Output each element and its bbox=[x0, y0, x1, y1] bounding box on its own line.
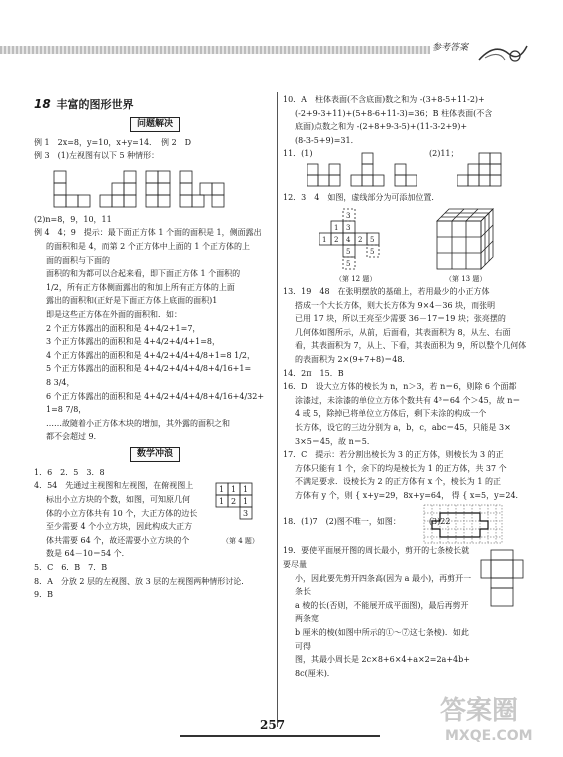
subheading-math-label: 数学冲浪 bbox=[130, 447, 180, 462]
figure-question-4 bbox=[212, 479, 272, 535]
section-number: 18 bbox=[34, 97, 51, 111]
answer-4-block bbox=[34, 479, 276, 561]
svg-text:1: 1 bbox=[219, 497, 225, 507]
watermark-url: MXQE.COM bbox=[445, 728, 533, 744]
figure-11-part2 bbox=[457, 149, 527, 189]
answer-line: 14．2π 15．B bbox=[283, 368, 344, 378]
subheading-problem bbox=[34, 117, 276, 132]
figure-question-12 bbox=[319, 207, 403, 273]
answer-line: 11．(1) bbox=[283, 149, 313, 159]
svg-text:1: 1 bbox=[322, 235, 327, 244]
svg-text:5: 5 bbox=[346, 259, 351, 268]
figure-question-13 bbox=[435, 205, 497, 271]
answer-line: 5．C 6．B 7．B bbox=[34, 563, 108, 573]
figure-12-caption: （第 12 题） bbox=[335, 274, 377, 283]
answer-line: 1=8 7/8， bbox=[46, 405, 87, 415]
svg-text:1: 1 bbox=[231, 485, 237, 495]
header-band bbox=[0, 46, 430, 54]
answer-line: ……故随着小正方体木块的增加，其外露的面积之和 bbox=[46, 418, 230, 428]
answer-line: 9．B bbox=[34, 590, 53, 600]
answer-19-block bbox=[283, 544, 529, 680]
answer-line: 8c(厘米)． bbox=[295, 668, 335, 678]
answer-line: 看，其表面积为 7，从上、下看，其表面积为 9，所以整个几何体 bbox=[295, 341, 527, 351]
answer-line: 3 个正方体露出的面积和是 4+4/2+4/4+1=8， bbox=[46, 337, 221, 347]
answer-line: b 厘米的棱(如图中所示的①～⑦这七条棱)．如此可得 bbox=[295, 628, 469, 651]
answer-line: 6 个正方体露出的面积和是 4+4/2+4/4+4/8+4/16+4/32+ bbox=[46, 391, 265, 401]
answer-line: (2)n=8，9，10，11 bbox=[34, 214, 112, 224]
answer-line: 底面)点数之和为 -(2+8+9-3-5)+(11-3-2+9)+ bbox=[295, 122, 468, 132]
watermark-logo: 答案圈 bbox=[440, 696, 519, 726]
answer-line: a 棱的长(否则，不能展开成平面图)，最后再剪开两条宽 bbox=[295, 600, 469, 624]
right-column bbox=[283, 93, 529, 680]
answer-line: 3×5＝45，故 n＝5． bbox=[295, 436, 375, 446]
svg-text:2: 2 bbox=[334, 235, 339, 244]
svg-text:1: 1 bbox=[243, 497, 249, 507]
answer-line: 16．D 设大立方体的棱长为 n，n＞3，若 n＝6，则除 6 个面都 bbox=[283, 382, 517, 392]
answer-line: 面积的和为都可以合起来看，即下面正方体 1 个面积的 bbox=[46, 269, 241, 279]
answer-line: 4．54 先通过主视图和左视图，在俯视图上 bbox=[34, 481, 194, 491]
svg-text:5: 5 bbox=[346, 247, 351, 256]
answer-line: 8 3/4， bbox=[46, 377, 75, 387]
answer-line: 体的小立方体共有 10 个，大正方体的边长 bbox=[46, 508, 198, 518]
answer-line: 不满足要求．设棱长为 2 的正方体有 x 个，棱长为 1 的正 bbox=[295, 477, 501, 487]
header-label: 参考答案 bbox=[432, 43, 469, 53]
answer-line: 2 个正方体露出的面积和是 4+4/2+1=7， bbox=[46, 323, 201, 333]
answer-line: 例 3 (1)左视图有以下 5 种情形： bbox=[34, 151, 160, 161]
answer-line: 面的面积与下面的 bbox=[46, 255, 110, 265]
answer-line: 19．要使平面展开图的周长最小，剪开的七条棱长就要尽量 bbox=[283, 546, 470, 570]
answer-line: 4 个正方体露出的面积和是 4+4/2+4/4+4/8+1=8 1/2， bbox=[46, 350, 256, 360]
figure-question-18 bbox=[423, 504, 503, 544]
section-title-text: 丰富的图形世界 bbox=[56, 98, 134, 111]
answer-line: 8．A 分放 2 层的左视图、放 3 层的左视图两种情形讨论． bbox=[34, 576, 250, 586]
subheading-problem-label: 问题解决 bbox=[130, 117, 180, 132]
answer-line: 方体只能有 1 个，余下的均是棱长为 1 的正方体，共 37 个 bbox=[295, 463, 507, 473]
svg-text:3: 3 bbox=[346, 223, 351, 232]
answer-line: 1/2，所有正方体侧面露出的和加上所有正方体的上面 bbox=[46, 282, 235, 292]
answer-line: 10．A 柱体表面(不含底面)数之和为 -(3+8-5+11-2)+ bbox=[283, 95, 485, 104]
answer-line: 例 4 4；9 提示：最下面正方体 1 个面的面积是 1，侧面露出 bbox=[34, 228, 262, 238]
left-column bbox=[34, 98, 276, 602]
answer-line: 长方体，设它的三边分别为 a，b，c，abc＝45，只能是 3× bbox=[295, 422, 511, 432]
svg-text:1: 1 bbox=[243, 485, 249, 495]
page-number: 257 bbox=[260, 718, 286, 732]
answer-line: 17．C 提示：若分割出棱长为 3 的正方体，则棱长为 3 的正 bbox=[283, 450, 504, 460]
answer-line: (8-3-5+9)=31． bbox=[295, 135, 359, 145]
answer-line: 12．3 4 如图，虚线部分为可添加位置． bbox=[283, 193, 440, 203]
figure-13-caption: （第 13 题） bbox=[445, 274, 487, 283]
answer-line: 4 或 5，除掉已将单位立方体后，剩下未涂的构成一个 bbox=[295, 409, 487, 419]
figure-11-part1 bbox=[307, 149, 417, 189]
answer-line: (2)11； bbox=[429, 149, 459, 159]
svg-text:1: 1 bbox=[334, 223, 339, 232]
answer-line: 1．6 2．5 3．8 bbox=[34, 467, 105, 477]
answer-line: 18．(1)7 (2)图不唯一，如图： (3)22 bbox=[283, 517, 451, 527]
section-title bbox=[34, 98, 276, 112]
answer-line: 即是这些正方体在外面的面积和．如： bbox=[46, 309, 182, 319]
svg-text:3: 3 bbox=[243, 509, 249, 519]
answer-line: (-2+9-3+11)+(5+8-6+11-3)=36；B 柱体表面(不含 bbox=[295, 108, 493, 118]
answer-line: 小，因此要先剪开四条高(因为 a 最小)，再剪开一条长 bbox=[295, 573, 472, 597]
answer-line: 搭成一个大长方体，则大长方体为 9×4－36 块，而张明 bbox=[295, 300, 496, 310]
answer-line: 例 1 2x=8，y=10，x+y=14． 例 2 D bbox=[34, 137, 192, 147]
answer-line: 体共需要 64 个，故还需要小立方块的个 bbox=[46, 535, 190, 545]
page-header bbox=[0, 40, 563, 64]
answer-11-block bbox=[283, 147, 529, 191]
svg-text:1: 1 bbox=[219, 485, 225, 495]
svg-text:5: 5 bbox=[370, 235, 375, 244]
answer-line: 5 个正方体露出的面积和是 4+4/2+4/4+4/8+4/16+1= bbox=[46, 364, 252, 374]
answer-line: 数是 64－10＝54 个． bbox=[46, 549, 130, 559]
svg-text:2: 2 bbox=[358, 235, 363, 244]
figure-question-19 bbox=[479, 548, 527, 610]
answer-line: 方体有 y 个，则 { x+y=29，8x+y=64， 得 { x=5，y=24． bbox=[295, 490, 524, 500]
answer-line: 至少需要 4 个小立方块，因此构成大正方 bbox=[46, 522, 193, 532]
answer-line: 的面积和是 4，而第 2 个正方体中上面的 1 个正方体的上 bbox=[46, 241, 250, 251]
answer-line: 图，其最小周长是 2c×8+6×4+a×2=2a+4b+ bbox=[295, 655, 470, 665]
answer-line: 的表面积为 2×(9+7+8)＝48． bbox=[295, 354, 411, 364]
answer-line: 露出的面积和(正好是下面正方体上底面的面积)1 bbox=[46, 296, 218, 306]
column-divider bbox=[277, 92, 278, 727]
subheading-math bbox=[34, 447, 276, 462]
answer-18-block bbox=[283, 502, 529, 544]
svg-text:5: 5 bbox=[370, 247, 375, 256]
svg-text:2: 2 bbox=[231, 497, 237, 507]
figure-4-caption: （第 4 题） bbox=[222, 537, 259, 546]
answer-line: 都不会超过 9． bbox=[46, 432, 102, 442]
svg-text:3: 3 bbox=[346, 211, 351, 220]
answer-line: 13．19 48 在张明摆放的基础上，若用最少的小正方体 bbox=[283, 286, 490, 296]
answer-line: 标出小立方块的个数，如图，可知原几何 bbox=[46, 495, 190, 505]
answer-line: 涂漆过，未涂漆的单位立方体个数共有 4³＝64 个＞45，故 n＝ bbox=[295, 395, 521, 405]
answer-line: 已用 17 块，所以王亮至少需要 36－17＝19 块；张亮摆的 bbox=[295, 314, 506, 324]
footer-rule bbox=[180, 735, 380, 737]
svg-text:4: 4 bbox=[346, 235, 351, 244]
header-swirl-decoration bbox=[475, 40, 535, 64]
figure-left-views bbox=[34, 165, 234, 211]
figures-12-13 bbox=[283, 205, 529, 285]
answer-line: 几何体如图所示，从前，后面看，其表面积为 8，从左、右面 bbox=[295, 327, 511, 337]
